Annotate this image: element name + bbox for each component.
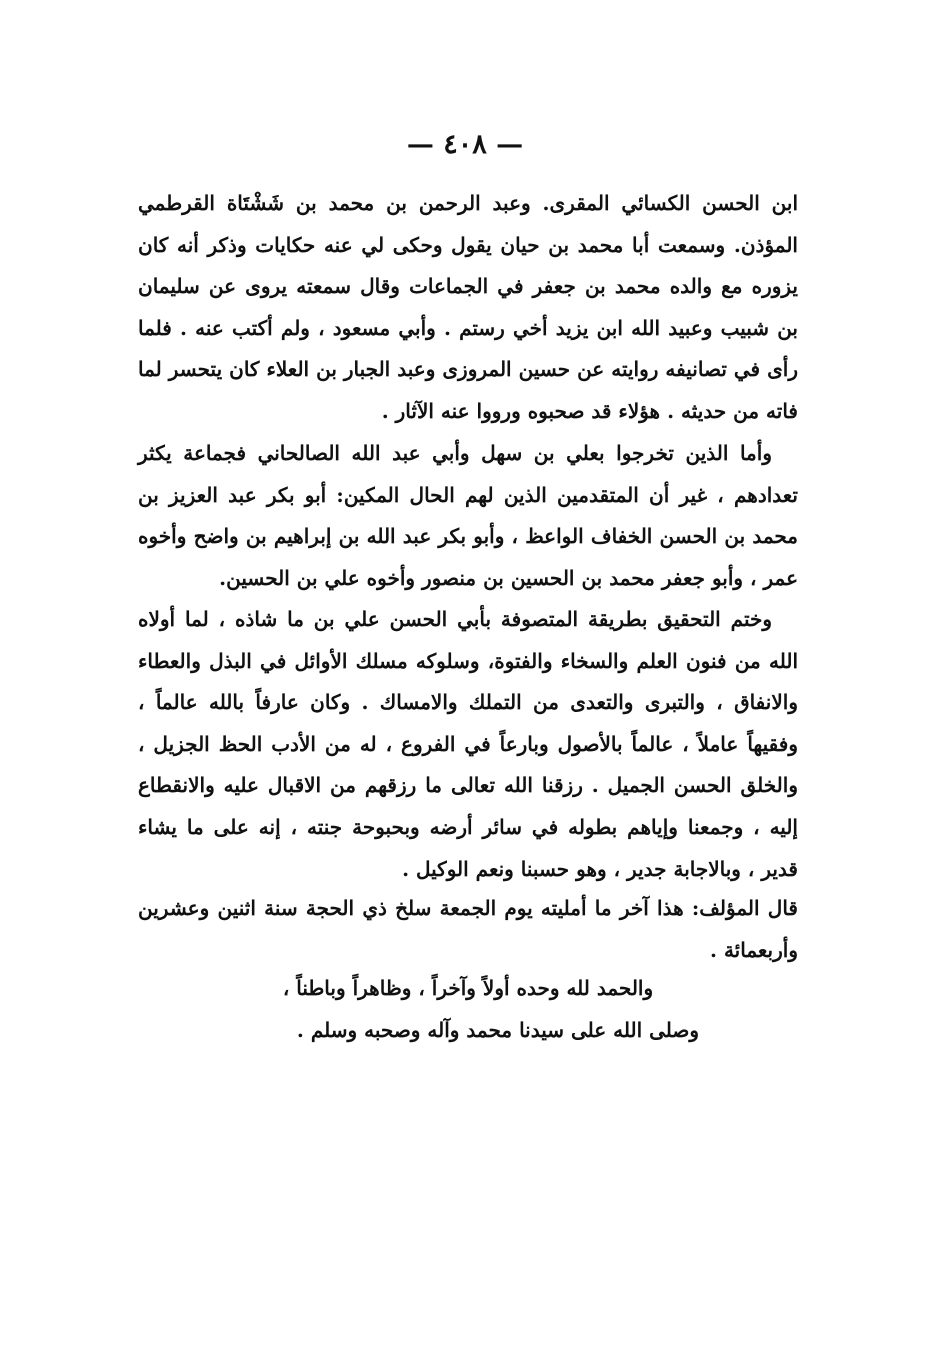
paragraph-4-colophon: قال المؤلف: هذا آخر ما أمليته يوم الجمعة سلخ ذي الحجة سنة اثنين وعشرين وأربعمائة .	[138, 896, 798, 962]
closing-doxology	[138, 967, 798, 1051]
page-number: — ٤٠٨ —	[406, 129, 524, 160]
paragraph-3: وختم التحقيق بطريقة المتصوفة بأبي الحسن علي بن ما شاذه ، لما أولاه الله من فنون العلم والسخاء والفتوة، وسلوكه مسلك الأوائل في البذل والعطاء والانفاق ، والتبرى والتعدى من التملك والامساك . وكان عارفاً بالله عالماً ، وفقيهاً عاملاً ، عالماً بالأصول وبارعاً في الفروع ، له من الأدب الحظ الجزيل ، والخلق الحسن الجميل . رزقنا الله تعالى ما رزقهم من الاقبال عليه والانقطاع إليه ، وجمعنا وإياهم بطوله في سائر أرضه وبحبوحة جنته ، إنه على ما يشاء قدير ، وبالاجابة جدير ، وهو حسبنا ونعم الوكيل .	[138, 607, 798, 881]
closing-line-1: والحمد لله وحده أولاً وآخراً ، وظاهراً وباطناً ،	[282, 976, 654, 1000]
paragraph-1: ابن الحسن الكسائي المقرى. وعبد الرحمن بن محمد بن شَشْتَاة القرطمي المؤذن. وسمعت أبا محمد بن حيان يقول وحكى لي عنه حكايات وذكر أنه كان يزوره مع والده محمد بن جعفر في الجماعات وقال سمعته يروى عن سليمان بن شبيب وعبيد الله ابن يزيد أخي رستم . وأبي مسعود ، ولم أكتب عنه . فلما رأى في تصانيفه روايته عن حسين المروزى وعبد الجبار بن العلاء كان يتحسر لما فاته من حديثه . هؤلاء قد صحبوه ورووا عنه الآثار .	[138, 191, 798, 423]
paragraph-2: وأما الذين تخرجوا بعلي بن سهل وأبي عبد الله الصالحاني فجماعة يكثر تعدادهم ، غير أن المتقدمين الذين لهم الحال المكين: أبو بكر عبد العزيز بن محمد بن الحسن الخفاف الواعظ ، وأبو بكر عبد الله بن إبراهيم بن واضح وأخوه عمر ، وأبو جعفر محمد بن الحسين بن منصور وأخوه علي بن الحسين.	[138, 441, 798, 590]
closing-line-2: وصلى الله على سيدنا محمد وآله وصحبه وسلم .	[296, 1018, 700, 1042]
